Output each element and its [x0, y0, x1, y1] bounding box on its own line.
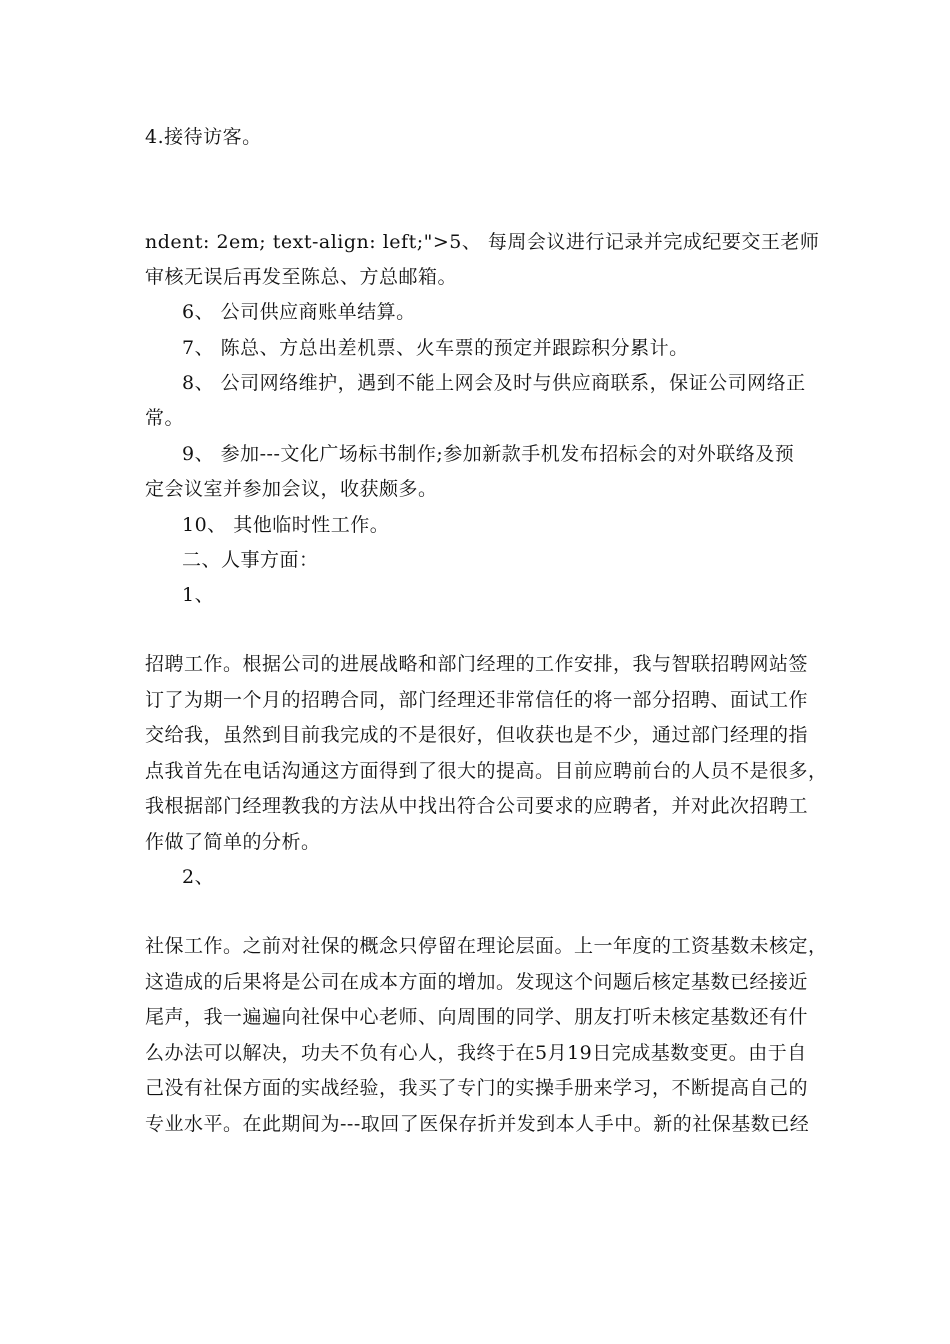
text-line: 社保工作。之前对社保的概念只停留在理论层面。上一年度的工资基数未核定，	[145, 935, 828, 957]
list-number: 2、	[182, 866, 215, 888]
text-line: 尾声，我一遍遍向社保中心老师、向周围的同学、朋友打听未核定基数还有什	[145, 1006, 809, 1028]
text-line: 么办法可以解决，功夫不负有心人，我终于在5月19日完成基数变更。由于自	[145, 1042, 807, 1064]
text-line: 6、 公司供应商账单结算。	[182, 301, 416, 323]
text-line: 点我首先在电话沟通这方面得到了很大的提高。目前应聘前台的人员不是很多，	[145, 760, 828, 782]
text-line: 作做了简单的分析。	[145, 831, 321, 853]
text-line: 10、 其他临时性工作。	[182, 514, 390, 536]
list-number: 1、	[182, 584, 215, 606]
text-line: 定会议室并参加会议，收获颇多。	[145, 478, 438, 500]
text-line: 己没有社保方面的实战经验，我买了专门的实操手册来学习，不断提高自己的	[145, 1077, 809, 1099]
section-heading: 二、人事方面：	[182, 549, 319, 571]
text-line: 7、 陈总、方总出差机票、火车票的预定并跟踪积分累计。	[182, 337, 689, 359]
text-line: 常。	[145, 407, 185, 429]
text-line: 交给我，虽然到目前我完成的不是很好，但收获也是不少，通过部门经理的指	[145, 724, 809, 746]
text-line: 招聘工作。根据公司的进展战略和部门经理的工作安排，我与智联招聘网站签	[145, 653, 809, 675]
text-line: 9、 参加---文化广场标书制作;参加新款手机发布招标会的对外联络及预	[182, 443, 795, 465]
text-line: 4.接待访客。	[145, 126, 262, 148]
text-line: 这造成的后果将是公司在成本方面的增加。发现这个问题后核定基数已经接近	[145, 971, 809, 993]
text-line: 订了为期一个月的招聘合同，部门经理还非常信任的将一部分招聘、面试工作	[145, 689, 809, 711]
text-line: 专业水平。在此期间为---取回了医保存折并发到本人手中。新的社保基数已经	[145, 1113, 810, 1135]
text-line: 8、 公司网络维护，遇到不能上网会及时与供应商联系，保证公司网络正	[182, 372, 806, 394]
text-line: 审核无误后再发至陈总、方总邮箱。	[145, 266, 458, 288]
text-line: 我根据部门经理教我的方法从中找出符合公司要求的应聘者，并对此次招聘工	[145, 795, 809, 817]
text-line: ndent: 2em; text-align: left;">5、 每周会议进行记录并完成纪要交王老师	[145, 231, 820, 253]
